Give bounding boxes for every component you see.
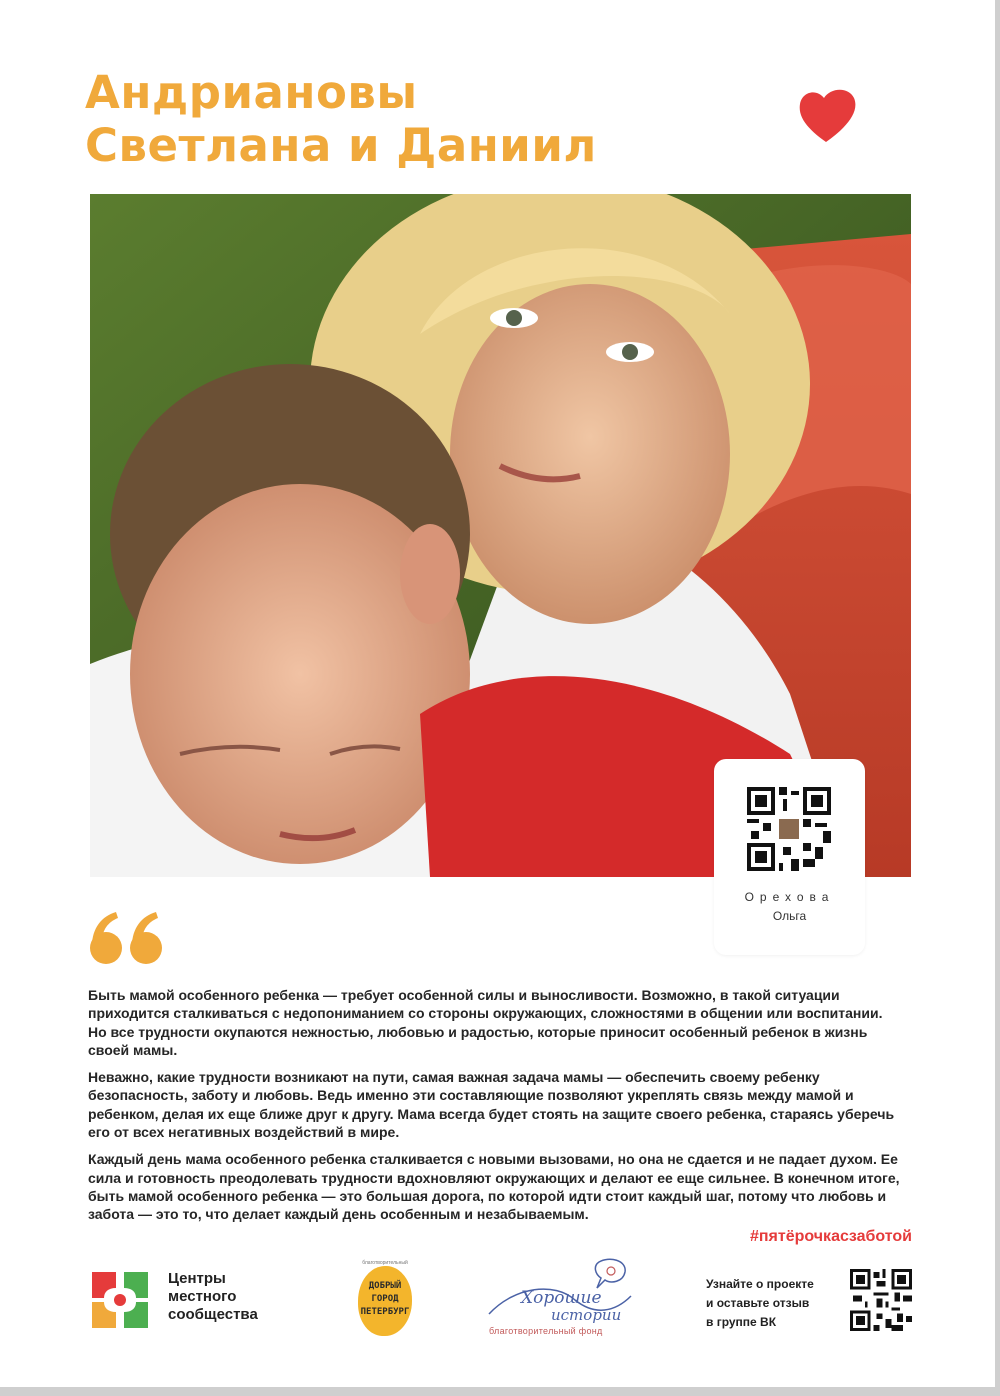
story-paragraph: Неважно, какие трудности возникают на пути, самая важная задача мамы — обеспечить своему ребенку безопасность, заботу и любовь. Ведь именно эти составляющие позволяют укреплять связь между мамой и ребенком, делая их еще ближе друг к другу. Мама всегда будет стоять на защите своего ребенка, стараясь уберечь его от всех негативных воздействий в мире. (88, 1069, 895, 1141)
community-centers-logo (88, 1268, 152, 1332)
quote-mark-icon (88, 908, 168, 966)
page-title (85, 66, 597, 172)
story-paragraph: Быть мамой особенного ребенка — требует особенной силы и выносливости. Возможно, в такой ситуации приходится сталкиваться с недопониманием со стороны окружающих, сложностями в общении или воспитании. Но все трудности окупаются нежностью, любовью и радостью, которые приносит особенный ребенок в жизнь своей мамы. (88, 987, 883, 1058)
author-name: Ольга (772, 909, 807, 923)
story-text (88, 986, 900, 1233)
story-paragraph: Каждый день мама особенного ребенка сталкивается с новыми вызовами, но она не сдается и не падает духом. Ее сила и готовность преодолевать трудности вдохновляют окружающих и делают ее еще сильнее. В конечном итоге, быть мамой особенного ребенка — это большая дорога, по которой идти стоит каждый шаг, потому что любовь и забота — это то, что делает каждый день особенным и незабываемым. (88, 1151, 900, 1223)
dobry-gorod-logo: благотворительный ДОБРЫЙ ГОРОД ПЕТЕРБУРГ (352, 1260, 418, 1340)
page-edge-shadow (995, 0, 1000, 1396)
heart-icon (796, 86, 860, 146)
author-surname: Орехова (744, 890, 835, 904)
vk-invite-text: Узнайте о проекте и оставьте отзыв в группе ВК (706, 1277, 814, 1329)
page-edge-shadow (0, 1387, 1000, 1396)
speech-bubble-icon (593, 1258, 629, 1292)
vk-qr-code[interactable] (850, 1269, 912, 1331)
qr-card[interactable] (714, 759, 865, 955)
hashtag[interactable]: #пятёрочкасзаботой (749, 1228, 912, 1245)
horoshie-istorii-logo: Хорошие истории благотворительный фонд (485, 1258, 635, 1342)
title-line-1: Андриановы (85, 66, 418, 119)
community-centers-name: Центры местного сообщества (168, 1270, 258, 1323)
qr-code[interactable] (747, 787, 831, 871)
title-line-2: Светлана и Даниил (85, 119, 597, 172)
